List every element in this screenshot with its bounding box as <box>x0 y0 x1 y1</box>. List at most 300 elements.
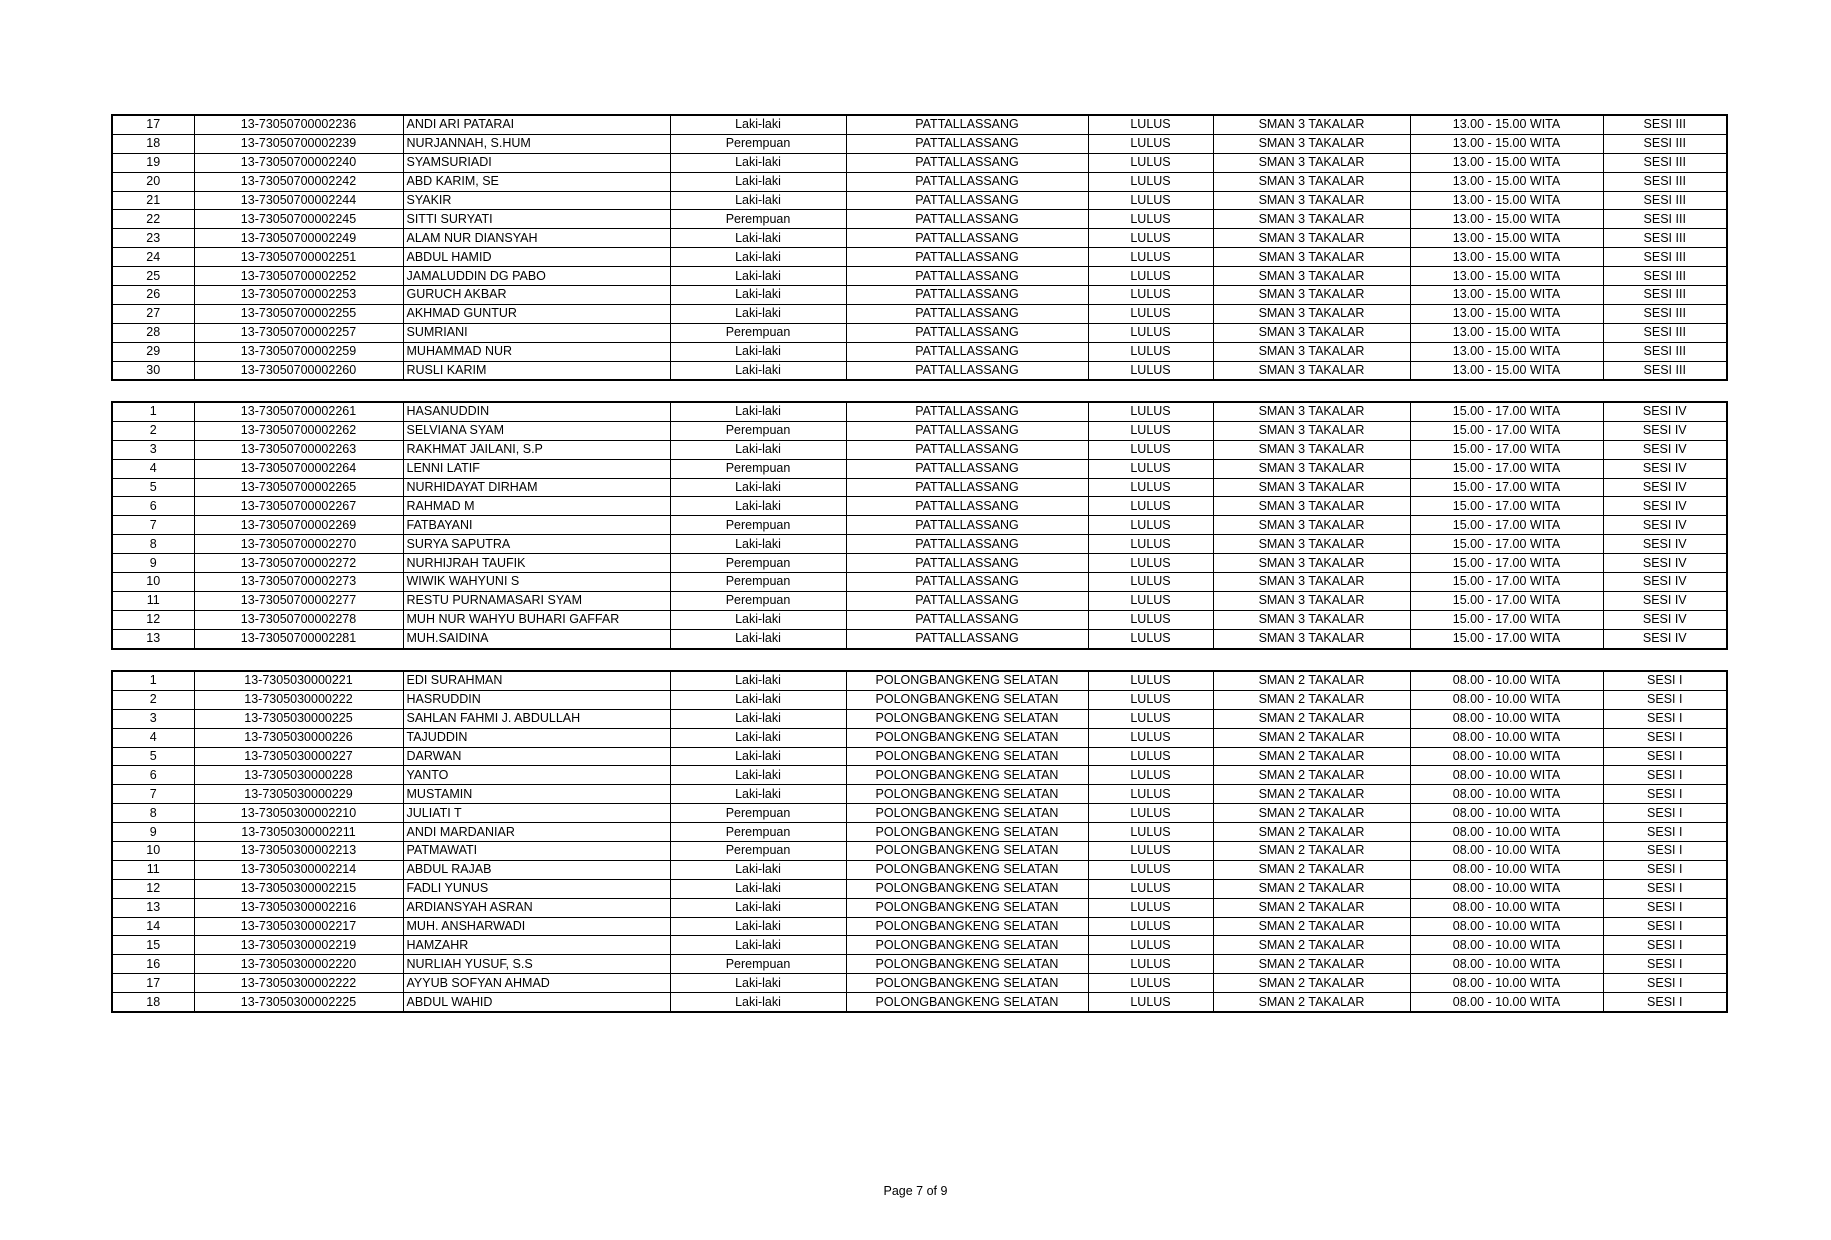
participant-number-cell: 13-73050700002260 <box>194 361 403 380</box>
exam-time-cell: 15.00 - 17.00 WITA <box>1410 516 1603 535</box>
district-cell: PATTALLASSANG <box>846 134 1088 153</box>
district-cell: PATTALLASSANG <box>846 361 1088 380</box>
participant-number-cell: 13-7305030000221 <box>194 671 403 690</box>
participant-number-cell: 13-73050300002222 <box>194 974 403 993</box>
participant-name-cell: MUH NUR WAHYU BUHARI GAFFAR <box>403 610 670 629</box>
exam-location-cell: SMAN 3 TAKALAR <box>1213 191 1410 210</box>
exam-location-cell: SMAN 3 TAKALAR <box>1213 459 1410 478</box>
status-cell: LULUS <box>1088 402 1213 421</box>
district-cell: PATTALLASSANG <box>846 421 1088 440</box>
participant-name-cell: NURHIJRAH TAUFIK <box>403 554 670 573</box>
row-number-cell: 10 <box>112 573 194 592</box>
exam-time-cell: 08.00 - 10.00 WITA <box>1410 860 1603 879</box>
session-cell: SESI III <box>1603 286 1727 305</box>
exam-location-cell: SMAN 2 TAKALAR <box>1213 747 1410 766</box>
gender-cell: Perempuan <box>670 591 846 610</box>
row-number-cell: 25 <box>112 267 194 286</box>
gender-cell: Laki-laki <box>670 342 846 361</box>
participant-name-cell: RAKHMAT JAILANI, S.P <box>403 440 670 459</box>
exam-time-cell: 15.00 - 17.00 WITA <box>1410 402 1603 421</box>
exam-time-cell: 13.00 - 15.00 WITA <box>1410 342 1603 361</box>
gender-cell: Laki-laki <box>670 747 846 766</box>
participant-name-cell: HASANUDDIN <box>403 402 670 421</box>
exam-time-cell: 13.00 - 15.00 WITA <box>1410 361 1603 380</box>
status-cell: LULUS <box>1088 210 1213 229</box>
participant-name-cell: MUH.SAIDINA <box>403 629 670 648</box>
district-cell: PATTALLASSANG <box>846 267 1088 286</box>
participant-name-cell: ANDI ARI PATARAI <box>403 115 670 134</box>
district-cell: PATTALLASSANG <box>846 478 1088 497</box>
participant-number-cell: 13-73050700002269 <box>194 516 403 535</box>
participant-name-cell: ABD KARIM, SE <box>403 172 670 191</box>
session-cell: SESI IV <box>1603 516 1727 535</box>
session-cell: SESI I <box>1603 993 1727 1012</box>
session-cell: SESI I <box>1603 860 1727 879</box>
gender-cell: Perempuan <box>670 804 846 823</box>
row-number-cell: 6 <box>112 766 194 785</box>
row-number-cell: 18 <box>112 134 194 153</box>
district-cell: PATTALLASSANG <box>846 573 1088 592</box>
participant-name-cell: JAMALUDDIN DG PABO <box>403 267 670 286</box>
exam-time-cell: 08.00 - 10.00 WITA <box>1410 936 1603 955</box>
participant-number-cell: 13-73050700002265 <box>194 478 403 497</box>
gender-cell: Laki-laki <box>670 535 846 554</box>
exam-time-cell: 08.00 - 10.00 WITA <box>1410 974 1603 993</box>
session-cell: SESI IV <box>1603 610 1727 629</box>
participant-name-cell: ANDI MARDANIAR <box>403 823 670 842</box>
exam-time-cell: 13.00 - 15.00 WITA <box>1410 191 1603 210</box>
participant-number-cell: 13-73050700002240 <box>194 153 403 172</box>
table-row <box>112 955 1727 974</box>
gender-cell: Perempuan <box>670 554 846 573</box>
participant-number-cell: 13-73050700002263 <box>194 440 403 459</box>
exam-time-cell: 15.00 - 17.00 WITA <box>1410 554 1603 573</box>
participant-table-sesi-iii <box>111 114 1728 381</box>
participant-number-cell: 13-73050300002219 <box>194 936 403 955</box>
table-row <box>112 898 1727 917</box>
status-cell: LULUS <box>1088 440 1213 459</box>
exam-location-cell: SMAN 2 TAKALAR <box>1213 709 1410 728</box>
gender-cell: Laki-laki <box>670 248 846 267</box>
exam-location-cell: SMAN 3 TAKALAR <box>1213 304 1410 323</box>
table-row <box>112 591 1727 610</box>
session-cell: SESI I <box>1603 671 1727 690</box>
participant-name-cell: MUH. ANSHARWADI <box>403 917 670 936</box>
status-cell: LULUS <box>1088 342 1213 361</box>
district-cell: PATTALLASSANG <box>846 172 1088 191</box>
table-row <box>112 267 1727 286</box>
session-cell: SESI I <box>1603 804 1727 823</box>
row-number-cell: 22 <box>112 210 194 229</box>
participant-number-cell: 13-7305030000228 <box>194 766 403 785</box>
participant-number-cell: 13-73050300002213 <box>194 842 403 861</box>
row-number-cell: 13 <box>112 629 194 648</box>
participant-name-cell: FADLI YUNUS <box>403 879 670 898</box>
participant-name-cell: MUHAMMAD NUR <box>403 342 670 361</box>
exam-location-cell: SMAN 2 TAKALAR <box>1213 974 1410 993</box>
exam-time-cell: 08.00 - 10.00 WITA <box>1410 955 1603 974</box>
status-cell: LULUS <box>1088 671 1213 690</box>
exam-location-cell: SMAN 3 TAKALAR <box>1213 497 1410 516</box>
row-number-cell: 9 <box>112 554 194 573</box>
status-cell: LULUS <box>1088 860 1213 879</box>
participant-name-cell: YANTO <box>403 766 670 785</box>
exam-time-cell: 15.00 - 17.00 WITA <box>1410 573 1603 592</box>
table-row <box>112 993 1727 1012</box>
gender-cell: Perempuan <box>670 573 846 592</box>
district-cell: POLONGBANGKENG SELATAN <box>846 879 1088 898</box>
participant-number-cell: 13-73050700002278 <box>194 610 403 629</box>
participant-number-cell: 13-73050700002236 <box>194 115 403 134</box>
participant-number-cell: 13-73050300002220 <box>194 955 403 974</box>
table-row <box>112 516 1727 535</box>
participant-name-cell: HASRUDDIN <box>403 690 670 709</box>
exam-time-cell: 08.00 - 10.00 WITA <box>1410 690 1603 709</box>
participant-number-cell: 13-73050300002211 <box>194 823 403 842</box>
status-cell: LULUS <box>1088 172 1213 191</box>
exam-time-cell: 13.00 - 15.00 WITA <box>1410 323 1603 342</box>
status-cell: LULUS <box>1088 917 1213 936</box>
row-number-cell: 19 <box>112 153 194 172</box>
participant-number-cell: 13-73050700002257 <box>194 323 403 342</box>
exam-time-cell: 13.00 - 15.00 WITA <box>1410 134 1603 153</box>
table-row <box>112 248 1727 267</box>
exam-time-cell: 13.00 - 15.00 WITA <box>1410 286 1603 305</box>
row-number-cell: 7 <box>112 516 194 535</box>
session-cell: SESI I <box>1603 823 1727 842</box>
participant-number-cell: 13-73050700002251 <box>194 248 403 267</box>
participant-number-cell: 13-73050700002245 <box>194 210 403 229</box>
exam-location-cell: SMAN 2 TAKALAR <box>1213 671 1410 690</box>
district-cell: POLONGBANGKENG SELATAN <box>846 747 1088 766</box>
gender-cell: Laki-laki <box>670 974 846 993</box>
row-number-cell: 18 <box>112 993 194 1012</box>
table-row <box>112 153 1727 172</box>
session-cell: SESI IV <box>1603 573 1727 592</box>
session-cell: SESI I <box>1603 879 1727 898</box>
status-cell: LULUS <box>1088 134 1213 153</box>
status-cell: LULUS <box>1088 191 1213 210</box>
session-cell: SESI III <box>1603 342 1727 361</box>
session-cell: SESI III <box>1603 248 1727 267</box>
exam-time-cell: 08.00 - 10.00 WITA <box>1410 709 1603 728</box>
gender-cell: Laki-laki <box>670 860 846 879</box>
status-cell: LULUS <box>1088 785 1213 804</box>
row-number-cell: 16 <box>112 955 194 974</box>
exam-time-cell: 15.00 - 17.00 WITA <box>1410 535 1603 554</box>
exam-location-cell: SMAN 2 TAKALAR <box>1213 842 1410 861</box>
session-cell: SESI IV <box>1603 440 1727 459</box>
row-number-cell: 23 <box>112 229 194 248</box>
session-cell: SESI I <box>1603 766 1727 785</box>
status-cell: LULUS <box>1088 974 1213 993</box>
district-cell: PATTALLASSANG <box>846 304 1088 323</box>
gender-cell: Laki-laki <box>670 936 846 955</box>
district-cell: PATTALLASSANG <box>846 286 1088 305</box>
session-cell: SESI I <box>1603 709 1727 728</box>
status-cell: LULUS <box>1088 516 1213 535</box>
participant-name-cell: SURYA SAPUTRA <box>403 535 670 554</box>
status-cell: LULUS <box>1088 823 1213 842</box>
row-number-cell: 9 <box>112 823 194 842</box>
table-row <box>112 804 1727 823</box>
exam-time-cell: 08.00 - 10.00 WITA <box>1410 728 1603 747</box>
participant-number-cell: 13-73050700002281 <box>194 629 403 648</box>
district-cell: PATTALLASSANG <box>846 554 1088 573</box>
exam-location-cell: SMAN 2 TAKALAR <box>1213 955 1410 974</box>
gender-cell: Laki-laki <box>670 629 846 648</box>
participant-number-cell: 13-7305030000226 <box>194 728 403 747</box>
session-cell: SESI I <box>1603 728 1727 747</box>
participant-name-cell: FATBAYANI <box>403 516 670 535</box>
gender-cell: Perempuan <box>670 323 846 342</box>
district-cell: POLONGBANGKENG SELATAN <box>846 804 1088 823</box>
session-cell: SESI III <box>1603 267 1727 286</box>
row-number-cell: 17 <box>112 974 194 993</box>
participant-number-cell: 13-73050700002252 <box>194 267 403 286</box>
gender-cell: Laki-laki <box>670 304 846 323</box>
table-row <box>112 115 1727 134</box>
session-cell: SESI III <box>1603 323 1727 342</box>
exam-time-cell: 15.00 - 17.00 WITA <box>1410 440 1603 459</box>
table-row <box>112 421 1727 440</box>
status-cell: LULUS <box>1088 554 1213 573</box>
exam-location-cell: SMAN 3 TAKALAR <box>1213 573 1410 592</box>
participant-number-cell: 13-73050300002214 <box>194 860 403 879</box>
exam-location-cell: SMAN 2 TAKALAR <box>1213 728 1410 747</box>
row-number-cell: 8 <box>112 804 194 823</box>
exam-location-cell: SMAN 3 TAKALAR <box>1213 134 1410 153</box>
gender-cell: Perempuan <box>670 210 846 229</box>
status-cell: LULUS <box>1088 804 1213 823</box>
row-number-cell: 27 <box>112 304 194 323</box>
table-row <box>112 535 1727 554</box>
row-number-cell: 6 <box>112 497 194 516</box>
participant-name-cell: GURUCH AKBAR <box>403 286 670 305</box>
gender-cell: Perempuan <box>670 134 846 153</box>
gender-cell: Laki-laki <box>670 610 846 629</box>
session-cell: SESI IV <box>1603 497 1727 516</box>
row-number-cell: 30 <box>112 361 194 380</box>
session-cell: SESI III <box>1603 134 1727 153</box>
session-cell: SESI III <box>1603 210 1727 229</box>
status-cell: LULUS <box>1088 535 1213 554</box>
table-row <box>112 554 1727 573</box>
exam-location-cell: SMAN 3 TAKALAR <box>1213 629 1410 648</box>
exam-time-cell: 08.00 - 10.00 WITA <box>1410 917 1603 936</box>
session-cell: SESI III <box>1603 115 1727 134</box>
exam-time-cell: 13.00 - 15.00 WITA <box>1410 248 1603 267</box>
participant-number-cell: 13-73050700002272 <box>194 554 403 573</box>
district-cell: PATTALLASSANG <box>846 459 1088 478</box>
exam-location-cell: SMAN 2 TAKALAR <box>1213 993 1410 1012</box>
table-row <box>112 402 1727 421</box>
exam-location-cell: SMAN 3 TAKALAR <box>1213 229 1410 248</box>
status-cell: LULUS <box>1088 879 1213 898</box>
participant-number-cell: 13-73050700002255 <box>194 304 403 323</box>
district-cell: PATTALLASSANG <box>846 591 1088 610</box>
gender-cell: Laki-laki <box>670 785 846 804</box>
gender-cell: Laki-laki <box>670 879 846 898</box>
row-number-cell: 3 <box>112 709 194 728</box>
session-cell: SESI IV <box>1603 478 1727 497</box>
table-row <box>112 229 1727 248</box>
exam-location-cell: SMAN 3 TAKALAR <box>1213 115 1410 134</box>
exam-time-cell: 08.00 - 10.00 WITA <box>1410 766 1603 785</box>
participant-name-cell: TAJUDDIN <box>403 728 670 747</box>
status-cell: LULUS <box>1088 842 1213 861</box>
participant-name-cell: ABDUL WAHID <box>403 993 670 1012</box>
exam-location-cell: SMAN 3 TAKALAR <box>1213 342 1410 361</box>
table-row <box>112 860 1727 879</box>
participant-number-cell: 13-7305030000229 <box>194 785 403 804</box>
gender-cell: Laki-laki <box>670 191 846 210</box>
participant-name-cell: LENNI LATIF <box>403 459 670 478</box>
exam-location-cell: SMAN 2 TAKALAR <box>1213 917 1410 936</box>
participant-name-cell: MUSTAMIN <box>403 785 670 804</box>
row-number-cell: 20 <box>112 172 194 191</box>
status-cell: LULUS <box>1088 497 1213 516</box>
session-cell: SESI IV <box>1603 535 1727 554</box>
table-row <box>112 478 1727 497</box>
participant-number-cell: 13-73050700002244 <box>194 191 403 210</box>
participant-number-cell: 13-7305030000227 <box>194 747 403 766</box>
gender-cell: Perempuan <box>670 842 846 861</box>
exam-time-cell: 08.00 - 10.00 WITA <box>1410 804 1603 823</box>
table-row <box>112 671 1727 690</box>
status-cell: LULUS <box>1088 610 1213 629</box>
district-cell: POLONGBANGKENG SELATAN <box>846 955 1088 974</box>
row-number-cell: 13 <box>112 898 194 917</box>
exam-time-cell: 13.00 - 15.00 WITA <box>1410 229 1603 248</box>
session-cell: SESI IV <box>1603 591 1727 610</box>
gender-cell: Laki-laki <box>670 766 846 785</box>
table-row <box>112 134 1727 153</box>
session-cell: SESI I <box>1603 917 1727 936</box>
status-cell: LULUS <box>1088 573 1213 592</box>
district-cell: POLONGBANGKENG SELATAN <box>846 860 1088 879</box>
participant-number-cell: 13-73050300002210 <box>194 804 403 823</box>
district-cell: PATTALLASSANG <box>846 115 1088 134</box>
exam-location-cell: SMAN 2 TAKALAR <box>1213 879 1410 898</box>
session-cell: SESI I <box>1603 842 1727 861</box>
district-cell: POLONGBANGKENG SELATAN <box>846 917 1088 936</box>
status-cell: LULUS <box>1088 728 1213 747</box>
exam-time-cell: 08.00 - 10.00 WITA <box>1410 898 1603 917</box>
district-cell: PATTALLASSANG <box>846 440 1088 459</box>
row-number-cell: 29 <box>112 342 194 361</box>
exam-location-cell: SMAN 3 TAKALAR <box>1213 591 1410 610</box>
table-row <box>112 917 1727 936</box>
table-row <box>112 361 1727 380</box>
district-cell: POLONGBANGKENG SELATAN <box>846 936 1088 955</box>
district-cell: PATTALLASSANG <box>846 153 1088 172</box>
table-row <box>112 304 1727 323</box>
table-row <box>112 210 1727 229</box>
district-cell: POLONGBANGKENG SELATAN <box>846 842 1088 861</box>
table-row <box>112 747 1727 766</box>
exam-time-cell: 08.00 - 10.00 WITA <box>1410 993 1603 1012</box>
exam-location-cell: SMAN 3 TAKALAR <box>1213 153 1410 172</box>
exam-time-cell: 08.00 - 10.00 WITA <box>1410 879 1603 898</box>
row-number-cell: 21 <box>112 191 194 210</box>
participant-name-cell: DARWAN <box>403 747 670 766</box>
status-cell: LULUS <box>1088 690 1213 709</box>
gender-cell: Perempuan <box>670 421 846 440</box>
status-cell: LULUS <box>1088 898 1213 917</box>
district-cell: POLONGBANGKENG SELATAN <box>846 898 1088 917</box>
row-number-cell: 11 <box>112 860 194 879</box>
table-row <box>112 785 1727 804</box>
district-cell: POLONGBANGKENG SELATAN <box>846 785 1088 804</box>
participant-number-cell: 13-73050700002267 <box>194 497 403 516</box>
participant-number-cell: 13-73050300002215 <box>194 879 403 898</box>
participant-name-cell: PATMAWATI <box>403 842 670 861</box>
table-row <box>112 342 1727 361</box>
participant-name-cell: SYAKIR <box>403 191 670 210</box>
exam-location-cell: SMAN 2 TAKALAR <box>1213 860 1410 879</box>
status-cell: LULUS <box>1088 747 1213 766</box>
row-number-cell: 4 <box>112 459 194 478</box>
gender-cell: Laki-laki <box>670 993 846 1012</box>
gender-cell: Laki-laki <box>670 728 846 747</box>
row-number-cell: 8 <box>112 535 194 554</box>
table-row <box>112 286 1727 305</box>
table-row <box>112 497 1727 516</box>
table-row <box>112 629 1727 648</box>
district-cell: POLONGBANGKENG SELATAN <box>846 974 1088 993</box>
table-row <box>112 573 1727 592</box>
participant-table-sesi-i <box>111 670 1728 1013</box>
session-cell: SESI III <box>1603 191 1727 210</box>
district-cell: PATTALLASSANG <box>846 229 1088 248</box>
exam-time-cell: 13.00 - 15.00 WITA <box>1410 115 1603 134</box>
exam-location-cell: SMAN 3 TAKALAR <box>1213 421 1410 440</box>
row-number-cell: 12 <box>112 610 194 629</box>
participant-number-cell: 13-73050700002239 <box>194 134 403 153</box>
participant-number-cell: 13-73050700002270 <box>194 535 403 554</box>
exam-location-cell: SMAN 2 TAKALAR <box>1213 823 1410 842</box>
status-cell: LULUS <box>1088 286 1213 305</box>
exam-time-cell: 08.00 - 10.00 WITA <box>1410 823 1603 842</box>
gender-cell: Laki-laki <box>670 153 846 172</box>
status-cell: LULUS <box>1088 629 1213 648</box>
session-cell: SESI I <box>1603 974 1727 993</box>
district-cell: PATTALLASSANG <box>846 402 1088 421</box>
district-cell: POLONGBANGKENG SELATAN <box>846 728 1088 747</box>
exam-location-cell: SMAN 3 TAKALAR <box>1213 402 1410 421</box>
district-cell: POLONGBANGKENG SELATAN <box>846 671 1088 690</box>
participant-number-cell: 13-73050300002217 <box>194 917 403 936</box>
participant-table-sesi-iv <box>111 401 1728 650</box>
exam-location-cell: SMAN 3 TAKALAR <box>1213 286 1410 305</box>
session-cell: SESI III <box>1603 304 1727 323</box>
status-cell: LULUS <box>1088 421 1213 440</box>
session-cell: SESI I <box>1603 747 1727 766</box>
table-row <box>112 974 1727 993</box>
exam-location-cell: SMAN 3 TAKALAR <box>1213 440 1410 459</box>
session-cell: SESI IV <box>1603 421 1727 440</box>
exam-location-cell: SMAN 3 TAKALAR <box>1213 535 1410 554</box>
session-cell: SESI I <box>1603 936 1727 955</box>
participant-name-cell: ARDIANSYAH ASRAN <box>403 898 670 917</box>
exam-time-cell: 15.00 - 17.00 WITA <box>1410 591 1603 610</box>
status-cell: LULUS <box>1088 936 1213 955</box>
session-cell: SESI III <box>1603 153 1727 172</box>
table-row <box>112 191 1727 210</box>
status-cell: LULUS <box>1088 153 1213 172</box>
table-row <box>112 709 1727 728</box>
